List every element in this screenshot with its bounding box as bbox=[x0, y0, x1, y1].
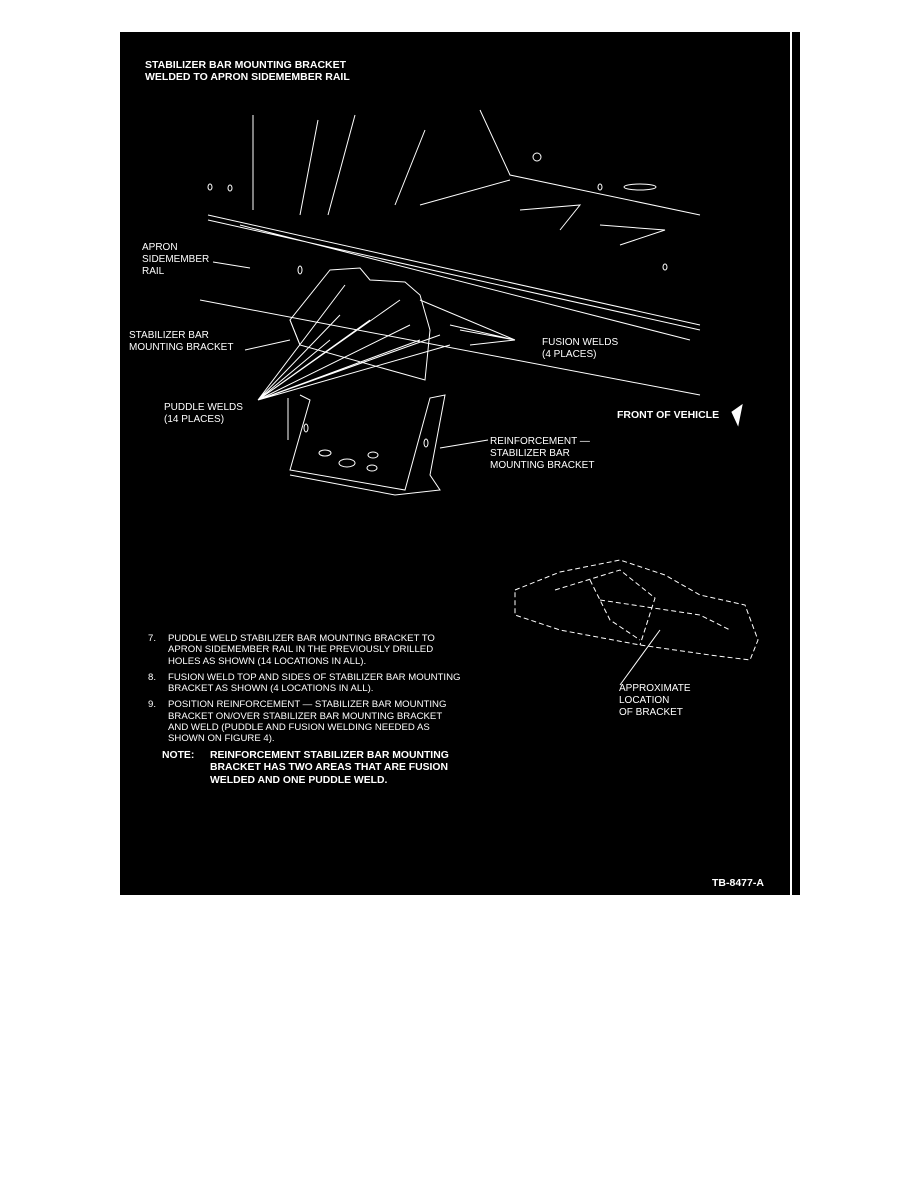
callout-line: SIDEMEMBER bbox=[142, 254, 210, 265]
leader-lines bbox=[213, 262, 660, 685]
note-text: REINFORCEMENT STABILIZER BAR MOUNTING BRACKET HAS TWO AREAS THAT ARE FUSION WELDED AND ONE PUDDLE WELD. bbox=[210, 749, 449, 786]
figure-id: TB-8477-A bbox=[712, 877, 764, 889]
callout-line: APRON bbox=[142, 242, 178, 253]
step-number: 9. bbox=[148, 699, 157, 711]
callout-line: STABILIZER BAR bbox=[129, 330, 209, 341]
callout-line: MOUNTING BRACKET bbox=[490, 460, 595, 471]
callout-puddle-welds bbox=[164, 402, 243, 426]
callout-line: OF BRACKET bbox=[619, 707, 683, 718]
callout-line: STABILIZER BAR bbox=[490, 448, 570, 459]
note bbox=[162, 750, 462, 788]
callout-mounting-bracket bbox=[129, 330, 233, 354]
callout-line: FUSION WELDS bbox=[542, 337, 619, 348]
step-number: 8. bbox=[148, 671, 157, 683]
callout-line: LOCATION bbox=[619, 695, 670, 706]
callout-approx-location bbox=[619, 683, 691, 719]
front-arrow-icon bbox=[732, 405, 742, 425]
reinforcement-bracket-drawing bbox=[288, 395, 445, 495]
callout-line: REINFORCEMENT — bbox=[490, 436, 590, 447]
step-text: FUSION WELD TOP AND SIDES OF STABILIZER BAR MOUNTING BRACKET AS SHOWN (4 LOCATIONS IN ALL). bbox=[168, 671, 461, 695]
figure-title bbox=[145, 59, 350, 83]
step-number: 7. bbox=[148, 633, 157, 644]
step-item bbox=[148, 633, 462, 667]
figure-title-line: STABILIZER BAR MOUNTING BRACKET bbox=[145, 59, 347, 71]
callout-front-of-vehicle: FRONT OF VEHICLE bbox=[617, 409, 720, 421]
callout-line: RAIL bbox=[142, 266, 165, 277]
procedure-steps bbox=[148, 633, 462, 787]
callout-line: (14 PLACES) bbox=[164, 414, 225, 425]
callout-reinforcement bbox=[490, 436, 594, 472]
car-body-sketch bbox=[515, 560, 758, 660]
callout-line: APPROXIMATE bbox=[619, 683, 691, 694]
step-text: PUDDLE WELD STABILIZER BAR MOUNTING BRACKET TO APRON SIDEMEMBER RAIL IN THE PREVIOUSLY DRILLED HOLES AS SHOWN (14 LOCATIONS IN ALL). bbox=[168, 633, 435, 667]
step-item bbox=[148, 672, 462, 695]
figure-title-line: WELDED TO APRON SIDEMEMBER RAIL bbox=[145, 71, 350, 83]
step-item bbox=[148, 699, 462, 744]
callout-line: (4 PLACES) bbox=[542, 349, 597, 360]
callout-fusion-welds bbox=[542, 337, 618, 361]
step-text: POSITION REINFORCEMENT — STABILIZER BAR MOUNTING BRACKET ON/OVER STABILIZER BAR MOUNTING BRACKET AND WELD (PUDDLE AND FUSION WELDING NEEDED AS SHOWN ON FIGURE 4). bbox=[168, 699, 447, 745]
callout-line: MOUNTING BRACKET bbox=[129, 342, 234, 353]
apron-rail-drawing bbox=[200, 110, 700, 395]
callout-apron-rail bbox=[142, 242, 209, 278]
callout-line: PUDDLE WELDS bbox=[164, 402, 243, 413]
note-label: NOTE: bbox=[162, 749, 195, 761]
